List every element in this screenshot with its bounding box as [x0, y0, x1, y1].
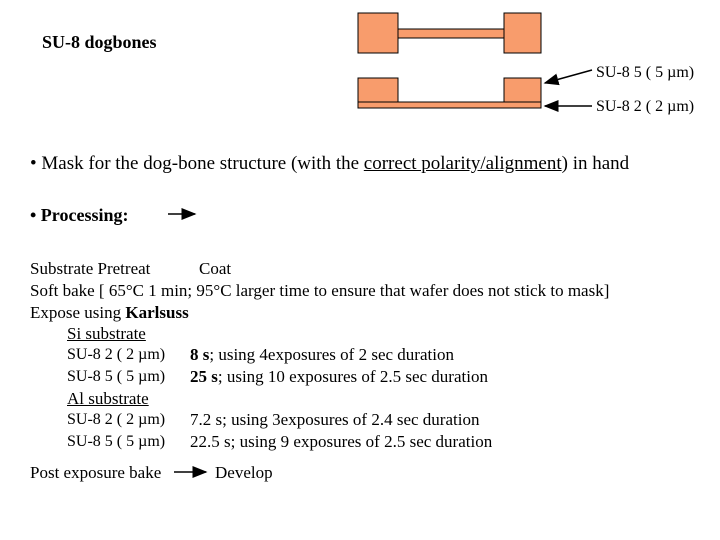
expose-prefix: Expose using — [30, 303, 126, 322]
mask-bullet-suffix: ) in hand — [561, 153, 630, 174]
si-row-1-value: 8 s — [190, 345, 210, 364]
si-row-2-value: 25 s — [190, 367, 218, 386]
al-row-2-detail: ; using 9 exposures of 2.5 sec duration — [230, 432, 493, 451]
si-row-1-material: SU-8 2 ( 2 µm) — [67, 346, 166, 363]
si-row-1-detail: ; using 4exposures of 2 sec duration — [209, 345, 454, 364]
al-row-1-value: 7.2 s — [190, 410, 223, 429]
mask-bullet-prefix: • Mask for the dog-bone structure (with the — [30, 153, 364, 174]
label-su8-2: SU-8 2 ( 2 µm) — [596, 98, 695, 115]
si-row-2-detail: ; using 10 exposures of 2.5 sec duration — [217, 367, 488, 386]
si-row-2-material: SU-8 5 ( 5 µm) — [67, 368, 166, 385]
si-row-1-info — [190, 345, 454, 365]
step-post-exposure-bake: Post exposure bake — [30, 463, 162, 482]
page-title: SU-8 dogbones — [42, 32, 157, 52]
step-expose — [30, 303, 189, 323]
dogbone-2um — [358, 78, 541, 108]
mask-bullet-underlined: correct polarity/alignment — [363, 153, 562, 174]
step-coat: Coat — [199, 259, 232, 278]
al-row-2-material: SU-8 5 ( 5 µm) — [67, 433, 166, 450]
step-develop: Develop — [215, 463, 273, 482]
al-row-1-detail: ; using 3exposures of 2.4 sec duration — [222, 410, 480, 429]
label-su8-5: SU-8 5 ( 5 µm) — [596, 64, 695, 81]
processing-bullet: • Processing: — [30, 205, 129, 225]
mask-bullet — [30, 153, 629, 175]
al-row-1-material: SU-8 2 ( 2 µm) — [67, 411, 166, 428]
al-row-1-info — [190, 410, 479, 430]
si-substrate-heading: Si substrate — [67, 324, 146, 343]
label-arrow-top — [545, 70, 592, 83]
expose-tool: Karlsuss — [125, 303, 189, 322]
dogbone-5um — [358, 13, 541, 53]
al-substrate-heading: Al substrate — [67, 389, 149, 408]
al-row-2-info — [190, 432, 492, 452]
al-row-2-value: 22.5 s — [190, 432, 231, 451]
si-row-2-info — [190, 367, 488, 387]
step-substrate-pretreat: Substrate Pretreat — [30, 259, 151, 278]
step-soft-bake: Soft bake [ 65°C 1 min; 95°C larger time to ensure that wafer does not stick to mask] — [30, 281, 610, 300]
